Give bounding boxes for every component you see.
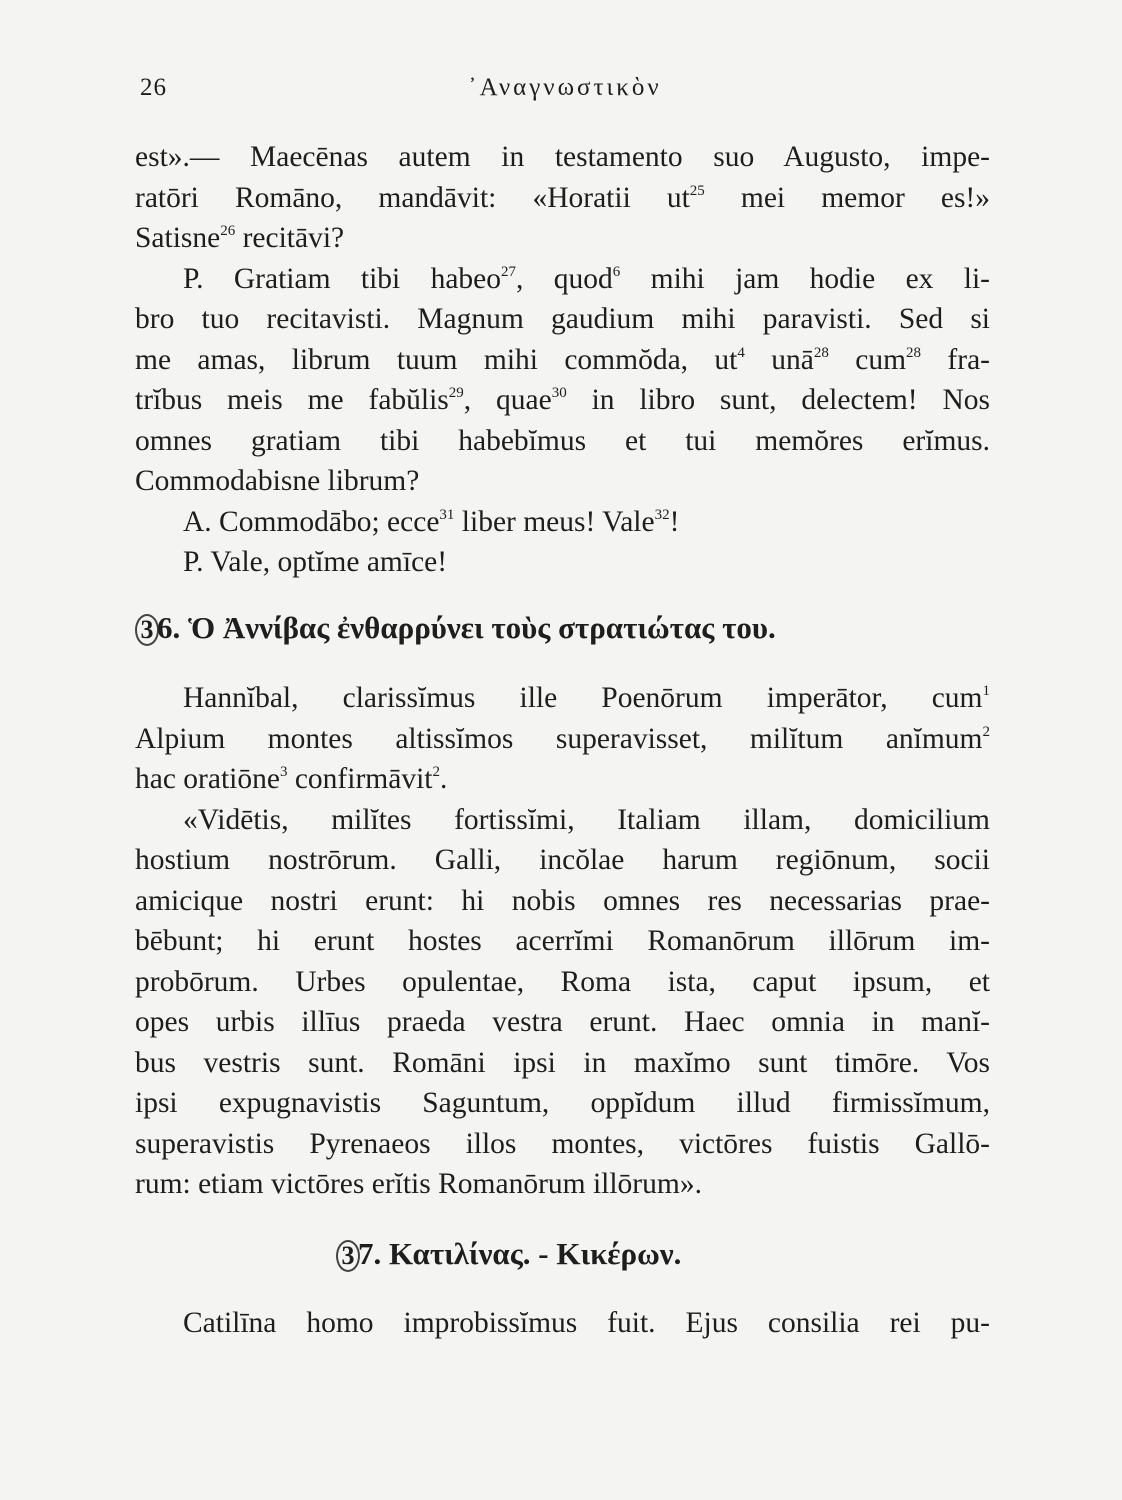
footnote-marker: 30 xyxy=(551,385,567,401)
text-line: bus vestris sunt. Romāni ipsi in maxĭmo sunt timōre. Vos xyxy=(135,1046,990,1079)
text-line: P. Gratiam tibi habeo$^{27}$, quod$^6$ mihi jam hodie ex li- xyxy=(183,262,990,295)
section-37-text xyxy=(135,1303,990,1344)
footnote-marker: 32 xyxy=(654,506,670,523)
footnote-marker: 4 xyxy=(737,344,745,361)
section-number: 3 7. xyxy=(336,1236,381,1272)
footnote-marker: 29 xyxy=(448,385,464,401)
text-line: «Vidētis, milĭtes fortissĭmi, Italiam illam, domicilium xyxy=(183,803,990,836)
text-line: opes urbis illīus praeda vestra erunt. Haec omnia in manĭ- xyxy=(135,1006,990,1038)
page-number: 26 xyxy=(140,74,167,101)
text-line: rum: etiam victōres erĭtis Romanōrum illōrum». xyxy=(135,1168,702,1200)
footnote-marker: 26 xyxy=(220,223,236,239)
footnote-marker: 25 xyxy=(689,182,705,199)
footnote-marker: 27 xyxy=(501,263,517,280)
circled-digit: 3 xyxy=(336,1240,360,1272)
footnote-marker: 2 xyxy=(982,723,990,740)
footnote-marker: 28 xyxy=(906,344,922,361)
text-line: bro tuo recitavisti. Magnum gaudium mihi paravisti. Sed si xyxy=(135,303,990,335)
section-number: 3 6. xyxy=(135,610,180,646)
section-title: Κατιλίνας. - Κικέρων. xyxy=(389,1236,682,1271)
text-line: Catilīna homo improbissĭmus fuit. Ejus consilia rei pu- xyxy=(183,1307,990,1339)
text-line: me amas, librum tuum mihi commŏda, $ut^4$ unā$^{28}$ cum$^{28}$ fra- xyxy=(135,343,990,376)
circled-digit: 3 xyxy=(135,614,159,646)
page-header xyxy=(140,74,990,108)
footnote-marker: 6 xyxy=(612,263,621,280)
footnote-marker: 28 xyxy=(813,344,829,361)
footnote-marker: 31 xyxy=(439,506,455,523)
text-line: A. Commodābo; ecce$^{31}$ liber meus! Vale$^{32}$! xyxy=(183,505,680,538)
text-line: Alpium montes altissĭmos superavisset, milĭtum anĭmum$^2$ xyxy=(135,722,990,755)
running-title: ᾿Αναγνωστικὸν xyxy=(468,74,662,101)
footnote-marker: 1 xyxy=(982,683,990,699)
text-line: Commodabisne librum? xyxy=(135,465,420,497)
text-line: ratōri Romāno, mandāvit: «Horatii $ut^{25}$ mei memor es!» xyxy=(135,181,990,214)
text-line: hostium nostrōrum. Galli, incŏlae harum regiōnum, socii xyxy=(135,844,990,876)
footnote-marker: 3 xyxy=(279,764,288,780)
text-line: superavistis Pyrenaeos illos montes, victōres fuistis Gallō- xyxy=(135,1127,990,1160)
text-line: P. Vale, optĭme amīce! xyxy=(183,546,448,578)
text-line: trĭbus meis me fabŭlis$^{29}$, quae$^{30}$ in libro sunt, delectem! Nos xyxy=(135,384,990,416)
section-37-heading xyxy=(336,1236,681,1272)
text-line: ipsi expugnavistis Saguntum, oppĭdum illud firmissĭmum, xyxy=(135,1087,990,1119)
text-line: est».— Maecēnas autem in testamento suo Augusto, impe- xyxy=(135,141,990,173)
footnote-marker: 2 xyxy=(432,764,440,780)
section-35-text xyxy=(135,137,990,583)
text-line: Hannĭbal, clarissĭmus ille Poenōrum imperātor, cum$^1$ xyxy=(183,682,990,714)
text-line: amicique nostri erunt: hi nobis omnes res necessarias prae- xyxy=(135,884,990,917)
text-line: omnes gratiam tibi habebĭmus et tui memŏres erĭmus. xyxy=(135,424,990,457)
text-line: Satisne$^{26}$ recitāvi? xyxy=(135,222,345,254)
section-36-text xyxy=(135,678,990,1205)
section-36-heading xyxy=(135,610,990,646)
text-line: hac oratiōne$^3$ confirmāvit$^2$. xyxy=(135,763,448,795)
text-line: probōrum. Urbes opulentae, Roma ista, caput ipsum, et xyxy=(135,965,990,998)
text-line: bēbunt; hi erunt hostes acerrĭmi Romanōrum illōrum im- xyxy=(135,925,990,957)
section-title: Ὁ Ἀννίβας ἐνθαρρύνει τοὺς στρατιώτας του. xyxy=(188,610,776,645)
